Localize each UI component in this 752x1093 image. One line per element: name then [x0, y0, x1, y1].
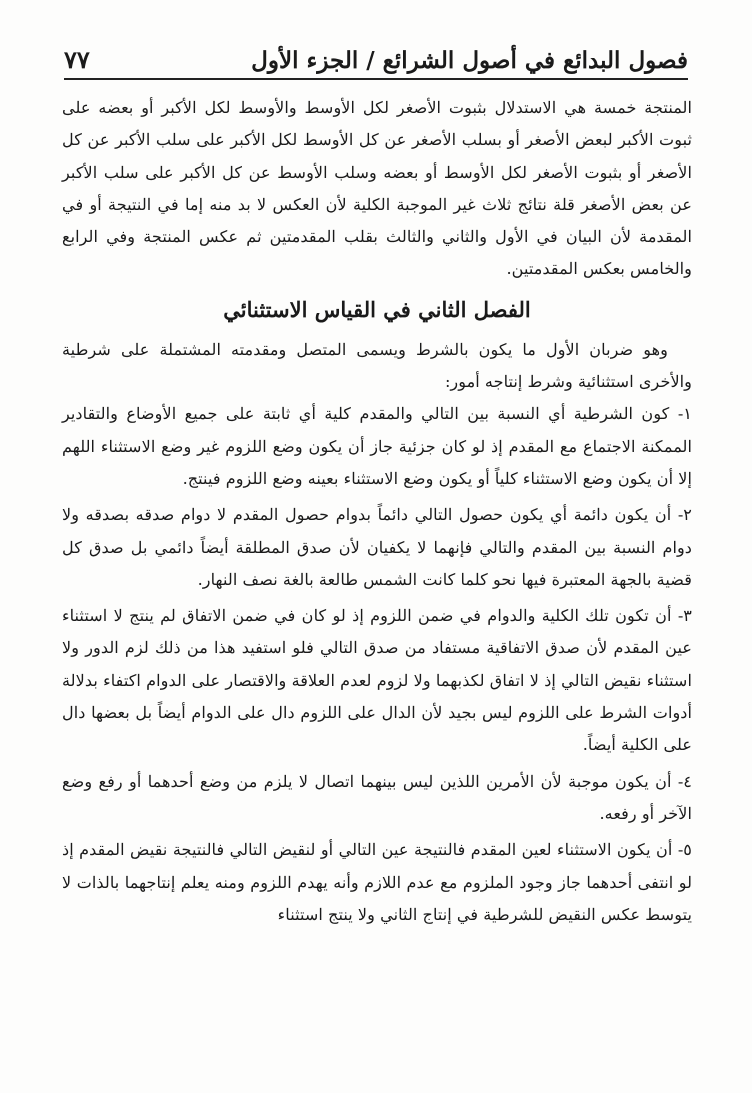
condition-item-2: ٢- أن يكون دائمة أي يكون حصول التالي دائماً بدوام حصول المقدم لا دوام صدقه بصدقه ولا دوام النسبة بين المقدم والتالي فإنهما لا يكفيان لأن صدق المطلقة أيضاً دائمي بل صدق كل قضية بالجهة المعتبرة فيها نحو كلما كانت الشمس طالعة بالغة نصف النهار.	[62, 505, 692, 589]
page-body	[62, 92, 692, 931]
condition-item-1: ١- كون الشرطية أي النسبة بين التالي والمقدم كلية أي ثابتة على جميع الأوضاع والتقادير الممكنة الاجتماع مع المقدم إذ لو كان جزئية جاز أن يكون وضع اللزوم غير وضع الاستثناء اللهم إلا أن يكون وضع الاستثناء كلياً أو يكون وضع الاستثناء بعينه وضع اللزوم فينتج.	[62, 404, 692, 488]
page-number: ٧٧	[64, 45, 90, 74]
section-heading: الفصل الثاني في القياس الاستثنائي	[223, 296, 531, 322]
header-title: فصول البدائع في أصول الشرائع / الجزء الأول	[251, 47, 688, 74]
condition-item-5: ٥- أن يكون الاستثناء لعين المقدم فالنتيجة عين التالي أو لنقيض التالي فالنتيجة نقيض المقدم إذ لو انتفى أحدهما جاز وجود الملزوم مع عدم اللازم وأنه يهدم اللزوم ومنه يعلم إنتاجهما بالذات لا يتوسط عكس النقيض للشرطية في إنتاج الثاني ولا ينتج استثناء	[62, 840, 692, 924]
condition-item-4: ٤- أن يكون موجبة لأن الأمرين اللذين ليس بينهما اتصال لا يلزم من وضع أحدهما أو رفع وضع الآخر أو رفعه.	[62, 771, 692, 823]
condition-item-3: ٣- أن تكون تلك الكلية والدوام في ضمن اللزوم إذ لو كان في ضمن الاتفاق لم ينتج لا استثناء عين المقدم لأن صدق الاتفاقية مستفاد من صدق التالي فلو استفيد هذا من ذلك لزم الدور ولا استثناء نقيض التالي إذ لا اتفاق لكذبهما ولا لزوم لعدم العلاقة والاقتصار على الدوام اكتفاء بدلالة أدوات الشرط على اللزوم ليس بجيد لأن الدال على اللزوم دال على الدوام أيضاً بل بعضها دال على الكلية أيضاً.	[62, 606, 692, 755]
section-intro-paragraph: وهو ضربان الأول ما يكون بالشرط ويسمى المتصل ومقدمته المشتملة على شرطية والأخرى استثنائية وشرط إنتاجه أمور:	[62, 339, 692, 392]
running-header	[64, 30, 688, 80]
intro-paragraph: المنتجة خمسة هي الاستدلال بثبوت الأصغر لكل الأوسط والأوسط لكل الأكبر أو بعضه على ثبوت الأكبر لبعض الأصغر أو بسلب الأصغر عن كل الأوسط لكل الأكبر على سلب الأكبر عن كل الأصغر أو بثبوت الأصغر لكل الأوسط أو بعضه وسلب الأوسط عن كل الأكبر على سلب الأكبر عن بعض الأصغر قلة نتائج ثلاث غير الموجبة الكلية لأن العكس لا بد منه إما في النتيجة أو في المقدمة لأن البيان في الأول والثاني والثالث بقلب المقدمتين ثم عكس المنتجة وفي الرابع والخامس بعكس المقدمتين.	[62, 98, 692, 279]
